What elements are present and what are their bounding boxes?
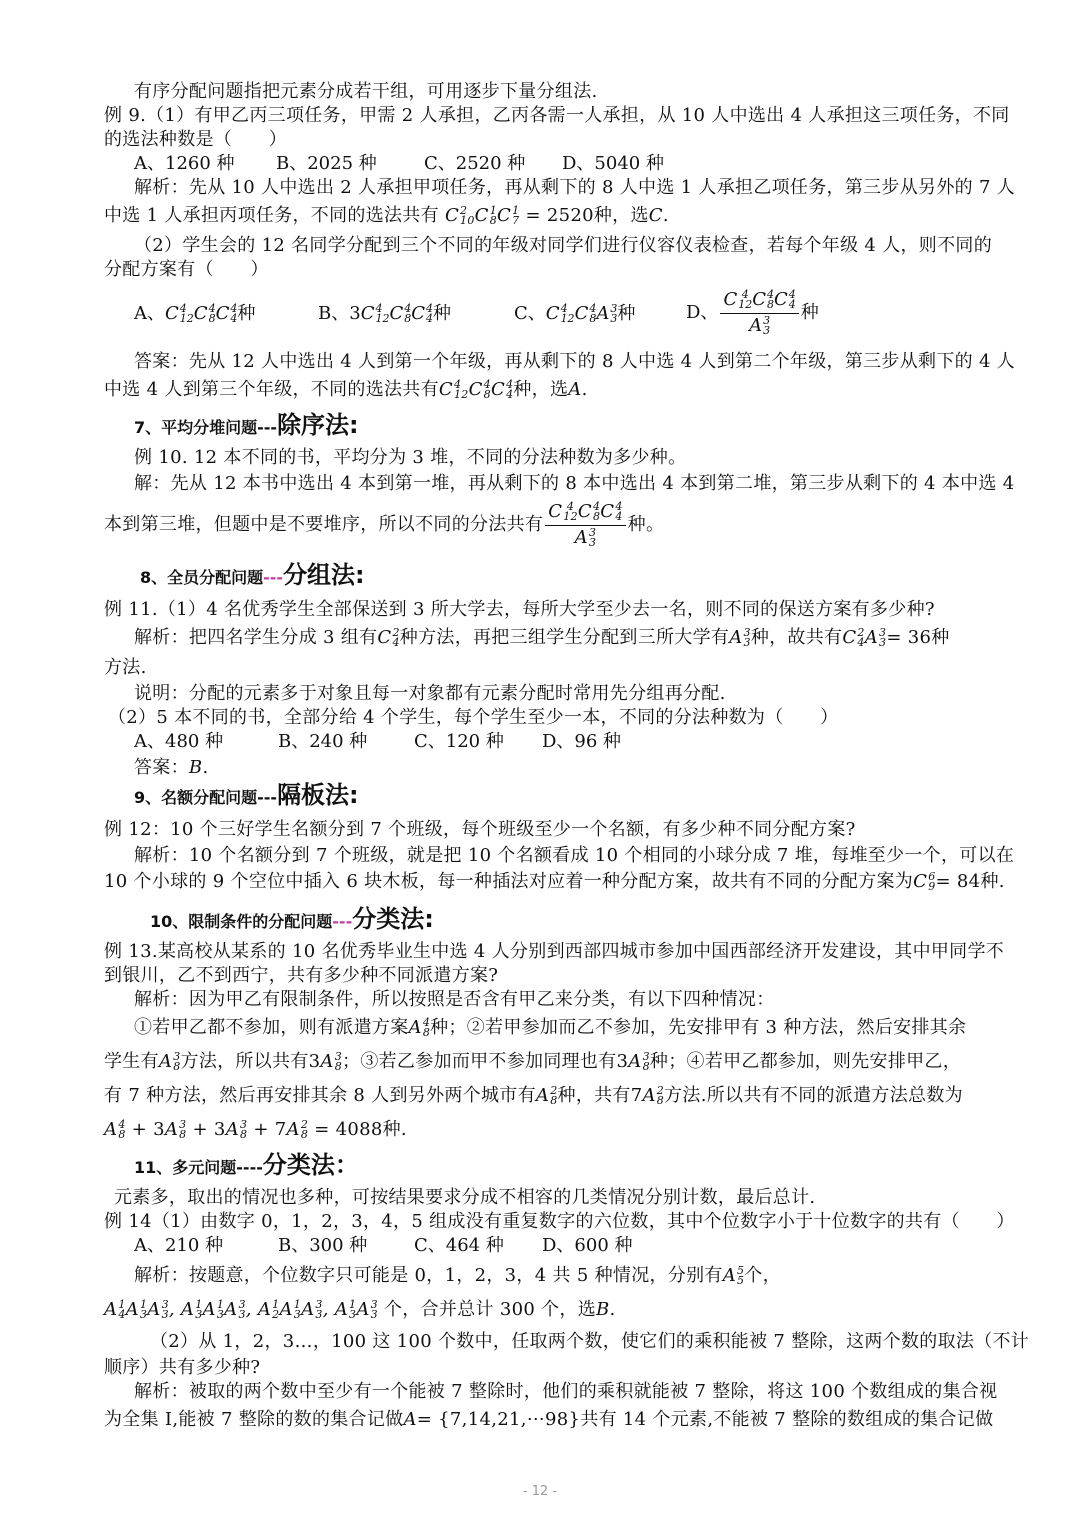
coefficient: 3 xyxy=(349,303,361,324)
heading-method: 除序法: xyxy=(277,411,359,439)
text-line: 解析：因为甲乙有限制条件，所以按照是否含有甲乙来分类，有以下四种情况： xyxy=(134,989,775,1010)
example-12-question: 例 12：10 个三好学生名额分到 7 个班级，每个班级至少一个名额，有多少种不同分配方案? xyxy=(104,819,856,840)
heading-dash: --- xyxy=(332,912,353,931)
heading-method: 分组法: xyxy=(283,561,365,589)
text: 解析：把四名学生分成 3 组有 xyxy=(134,627,378,648)
heading-text: 10、限制条件的分配问题 xyxy=(150,912,333,931)
option-label: A、 xyxy=(134,303,165,324)
text: 答案： xyxy=(134,757,189,778)
option-a: A、1260 种 xyxy=(134,153,235,174)
text-line: 中选 1 人承担丙项任务，不同的选法共有 C 2 10 C 1 8 C 1 7 = 2520种，选C. xyxy=(104,204,669,227)
operator: + xyxy=(131,1119,148,1140)
formula: C 4 12 C 4 8 C 4 4 xyxy=(438,378,514,401)
operator: + xyxy=(192,1119,208,1140)
option-d: D、600 种 xyxy=(542,1235,633,1256)
option-a: A、210 种 xyxy=(134,1235,224,1256)
text-line: 分配方案有（ ） xyxy=(104,259,269,280)
heading-method: 隔板法: xyxy=(277,781,359,809)
text-line: ①若甲乙都不参加，则有派遣方案A 4 8 种；②若甲参加而乙不参加，先安排甲有 3 种方法，然后安排其余 xyxy=(134,1016,967,1039)
option-label: B、 xyxy=(318,303,350,324)
text: 解析：按题意，个位数字只可能是 0，1，2，3，4 共 5 种情况，分别有 xyxy=(134,1265,723,1286)
page-number: - 12 - xyxy=(522,1484,558,1499)
unit: 种 xyxy=(237,303,256,324)
heading-text: 7、平均分堆问题 xyxy=(134,418,258,437)
text: 方法.所以共有不同的派遣方法总数为 xyxy=(664,1085,963,1106)
set-definition: = {7,14,21,⋯98} xyxy=(416,1409,581,1430)
text: 中选 4 人到第三个年级，不同的选法共有 xyxy=(104,379,439,400)
option-d: D、5040 种 xyxy=(562,153,664,174)
fraction: C 4 12 C 4 8 C 4 4 A 3 3 xyxy=(545,500,625,550)
text: ；③若乙参加而甲不参加同理也有 xyxy=(342,1051,617,1072)
heading-method: 分类法： xyxy=(262,1151,359,1179)
example-9-question: 例 9.（1）有甲乙丙三项任务，甲需 2 人承担，乙丙各需一人承担，从 10 人中选出 4 人承担这三项任务，不同 xyxy=(104,105,1010,126)
option-label: C、 xyxy=(514,303,546,324)
text: 方法，所以共有 xyxy=(180,1051,309,1072)
example-14-question: 例 14（1）由数字 0，1，2，3，4，5 组成没有重复数字的六位数，其中个位数字小于十位数字的共有（ ） xyxy=(104,1211,1015,1232)
option-a: A、C 4 12 C 4 8 C 4 4 种 xyxy=(134,302,256,325)
section-heading-10 xyxy=(150,904,434,937)
fraction: C 4 12 C 4 8 C 4 4 A 3 3 xyxy=(720,288,798,338)
text-line: A 4 8 + 3A 3 8 + 3A 3 8 + 7A 2 8 = 4088种. xyxy=(104,1118,407,1141)
option-c: C、2520 种 xyxy=(424,153,526,174)
text: 种. xyxy=(382,1119,407,1140)
text-line: 的选法种数是（ ） xyxy=(104,129,287,150)
heading-dash: --- xyxy=(257,418,278,437)
option-b: B、3C 4 12 C 4 8 C 4 4 种 xyxy=(318,302,452,325)
text-line: 方法. xyxy=(104,657,147,678)
text: 个，合并总计 300 个，选 xyxy=(384,1299,596,1320)
text-line xyxy=(104,500,1004,550)
text: ①若甲乙都不参加，则有派遣方案 xyxy=(134,1017,409,1038)
text: 学生有 xyxy=(104,1051,159,1072)
example-10-question: 例 10. 12 本不同的书，平均分为 3 堆，不同的分法种数为多少种。 xyxy=(134,447,687,468)
text: 中选 1 人承担丙项任务，不同的选法共有 xyxy=(104,205,439,226)
answer: A xyxy=(568,379,582,400)
text-line: 答案：先从 12 人中选出 4 人到第一个年级，再从剩下的 8 人中选 4 人到第二个年级，第三步从剩下的 4 人 xyxy=(134,351,1016,372)
text-line: 解：先从 12 本书中选出 4 本到第一堆，再从剩下的 8 本中选出 4 本到第二堆，第三步从剩下的 4 本中选 4 xyxy=(134,473,1015,494)
example-13-question: 例 13.某高校从某系的 10 名优秀毕业生中选 4 人分别到西部四城市参加中国西部经济开发建设，其中甲同学不 xyxy=(104,941,1005,962)
example-11-question: 例 11.（1）4 名优秀学生全部保送到 3 所大学去，每所大学至少去一名，则不同的保送方案有多少种? xyxy=(104,599,935,620)
text: 种，共有 xyxy=(557,1085,631,1106)
answer: C xyxy=(648,205,663,226)
text-line: 元素多，取出的情况也多种，可按结果要求分成不相容的几类情况分别计数，最后总计. xyxy=(114,1187,816,1208)
text-line: （2）5 本不同的书，全部分给 4 个学生，每个学生至少一本，不同的分法种数为（ ） xyxy=(108,707,839,728)
text: 10 个小球的 9 个空位中插入 6 块木板，每一种插法对应着一种分配方案，故共有不同的分配方案为 xyxy=(104,871,914,892)
text-line: 解析：10 个名额分到 7 个班级，就是把 10 个名额看成 10 个相同的小球分成 7 堆，每堆至少一个，可以在 xyxy=(134,845,1015,866)
option-b: B、300 种 xyxy=(278,1235,368,1256)
text-line: 有序分配问题指把元素分成若干组，可用逐步下量分组法. xyxy=(134,81,598,102)
unit: 种 xyxy=(433,303,452,324)
text: 种方法，再把三组学生分配到三所大学有 xyxy=(399,627,730,648)
coefficient: 3 xyxy=(308,1051,321,1072)
text: 种。 xyxy=(627,514,665,535)
option-d xyxy=(686,288,819,338)
text: 种，选 xyxy=(513,379,569,400)
option-a: A、480 种 xyxy=(134,731,224,752)
coefficient: 7 xyxy=(630,1085,643,1106)
heading-method: 分类法: xyxy=(352,905,434,933)
coefficient: 3 xyxy=(153,1119,165,1140)
text-line: 解析：按题意，个位数字只可能是 0，1，2，3，4 共 5 种情况，分别有A 5 5 个， xyxy=(134,1264,781,1287)
text-line: 解析：先从 10 人中选出 2 人承担甲项任务，再从剩下的 8 人中选 1 人承担乙项任务，第三步从另外的 7 人 xyxy=(134,177,1016,198)
answer: B xyxy=(188,757,203,778)
option-d: D、96 种 xyxy=(542,731,622,752)
heading-text: 9、名额分配问题 xyxy=(134,788,258,807)
coefficient: 3 xyxy=(213,1119,226,1140)
text-line: 到银川，乙不到西宁，共有多少种不同派遣方案? xyxy=(104,965,499,986)
option-c: C、120 种 xyxy=(414,731,504,752)
option-b: B、240 种 xyxy=(278,731,368,752)
coefficient: 7 xyxy=(274,1119,287,1140)
coefficient: 3 xyxy=(616,1051,629,1072)
formula-value: = 84 xyxy=(935,871,981,892)
formula-value: = 2520 xyxy=(525,205,594,226)
formula-value: = 4088 xyxy=(314,1119,383,1140)
section-heading-11 xyxy=(134,1150,359,1183)
section-heading-8 xyxy=(140,560,365,593)
text-line: 解析：把四名学生分成 3 组有C 2 4 种方法，再把三组学生分配到三所大学有A 3 3 种，故共有C 2 4 A 3 3 = 36种 xyxy=(134,626,950,649)
text: 种，故共有 xyxy=(750,627,843,648)
text-line: 10 个小球的 9 个空位中插入 6 块木板，每一种插法对应着一种分配方案，故共有不同的分配方案为C 6 9 = 84种. xyxy=(104,870,1005,893)
section-heading-7 xyxy=(134,410,359,443)
option-label: D、 xyxy=(686,302,719,323)
text: 种；②若甲参加而乙不参加，先安排甲有 3 种方法，然后安排其余 xyxy=(430,1017,967,1038)
heading-dash: --- xyxy=(257,788,278,807)
unit: 种 xyxy=(617,303,636,324)
unit: 种 xyxy=(800,302,819,323)
set-name: A xyxy=(403,1409,417,1430)
text: 种. xyxy=(980,871,1005,892)
option-b: B、2025 种 xyxy=(276,153,377,174)
text-line: 学生有A 3 8 方法，所以共有3A 3 8 ；③若乙参加而甲不参加同理也有3A 3 8 种；④若甲乙都参加，则先安排甲乙， xyxy=(104,1050,962,1073)
formula: A 4 8 xyxy=(104,1118,126,1141)
operator: + xyxy=(253,1119,269,1140)
text: 本到第三堆，但题中是不要堆序，所以不同的分法共有 xyxy=(104,514,544,535)
option-c: C、C 4 12 C 4 8 A 3 3 种 xyxy=(514,302,636,325)
heading-dash: --- xyxy=(263,568,284,587)
text-line: 有 7 种方法，然后再安排其余 8 人到另外两个城市有A 2 8 种，共有7A 2 8 方法.所以共有不同的派遣方法总数为 xyxy=(104,1084,963,1107)
heading-dash: ---- xyxy=(236,1158,263,1177)
text: 共有 14 个元素,不能被 7 整除的数组成的集合记做 xyxy=(580,1409,994,1430)
text-line: A 1 4 A 1 3 A 3 3 , A 1 3 A 1 3 A 3 3 , A 1 2 A 1 3 A 3 3 , A 1 3 A 3 3 个，合并总计 300 个，选B. xyxy=(104,1298,616,1321)
text: 为全集 I,能被 7 整除的数的集合记做 xyxy=(104,1409,404,1430)
text-line: （2）从 1，2，3…，100 这 100 个数中，任取两个数，使它们的乘积能被 7 整除，这两个数的取法（不计 xyxy=(150,1331,1030,1352)
text-line xyxy=(104,1408,1004,1432)
formula-value: = 36 xyxy=(886,627,932,648)
text-line: 解析：被取的两个数中至少有一个能被 7 整除时，他们的乘积就能被 7 整除，将这 100 个数组成的集合视 xyxy=(134,1381,998,1402)
text-line: 说明：分配的元素多于对象且每一对象都有元素分配时常用先分组再分配. xyxy=(134,683,726,704)
text: 有 7 种方法，然后再安排其余 8 人到另外两个城市有 xyxy=(104,1085,536,1106)
formula: C 2 10 C 1 8 C 1 7 xyxy=(444,204,520,227)
formula: A 1 4 A 1 3 A 3 3 , A 1 3 A 1 3 A 3 3 , A 1 2 A 1 3 A 3 3 , A 1 3 A 3 3 xyxy=(104,1298,378,1321)
section-heading-9 xyxy=(134,780,359,813)
text-line: （2）学生会的 12 名同学分配到三个不同的年级对同学们进行仪容仪表检查，若每个年级 4 人，则不同的 xyxy=(134,235,992,256)
text-line: 答案：B. xyxy=(134,757,209,778)
text: 种 xyxy=(931,627,950,648)
text-line: 顺序）共有多少种? xyxy=(104,1357,261,1378)
answer: B xyxy=(596,1299,610,1320)
text: 种，选 xyxy=(593,205,649,226)
text: 种；④若甲乙都参加，则先安排甲乙， xyxy=(649,1051,962,1072)
option-c: C、464 种 xyxy=(414,1235,504,1256)
text-line: 中选 4 人到第三个年级，不同的选法共有C 4 12 C 4 8 C 4 4 种，选A. xyxy=(104,378,588,401)
heading-text: 11、多元问题 xyxy=(134,1158,237,1177)
text: 个， xyxy=(744,1265,781,1286)
heading-text: 8、全员分配问题 xyxy=(140,568,264,587)
